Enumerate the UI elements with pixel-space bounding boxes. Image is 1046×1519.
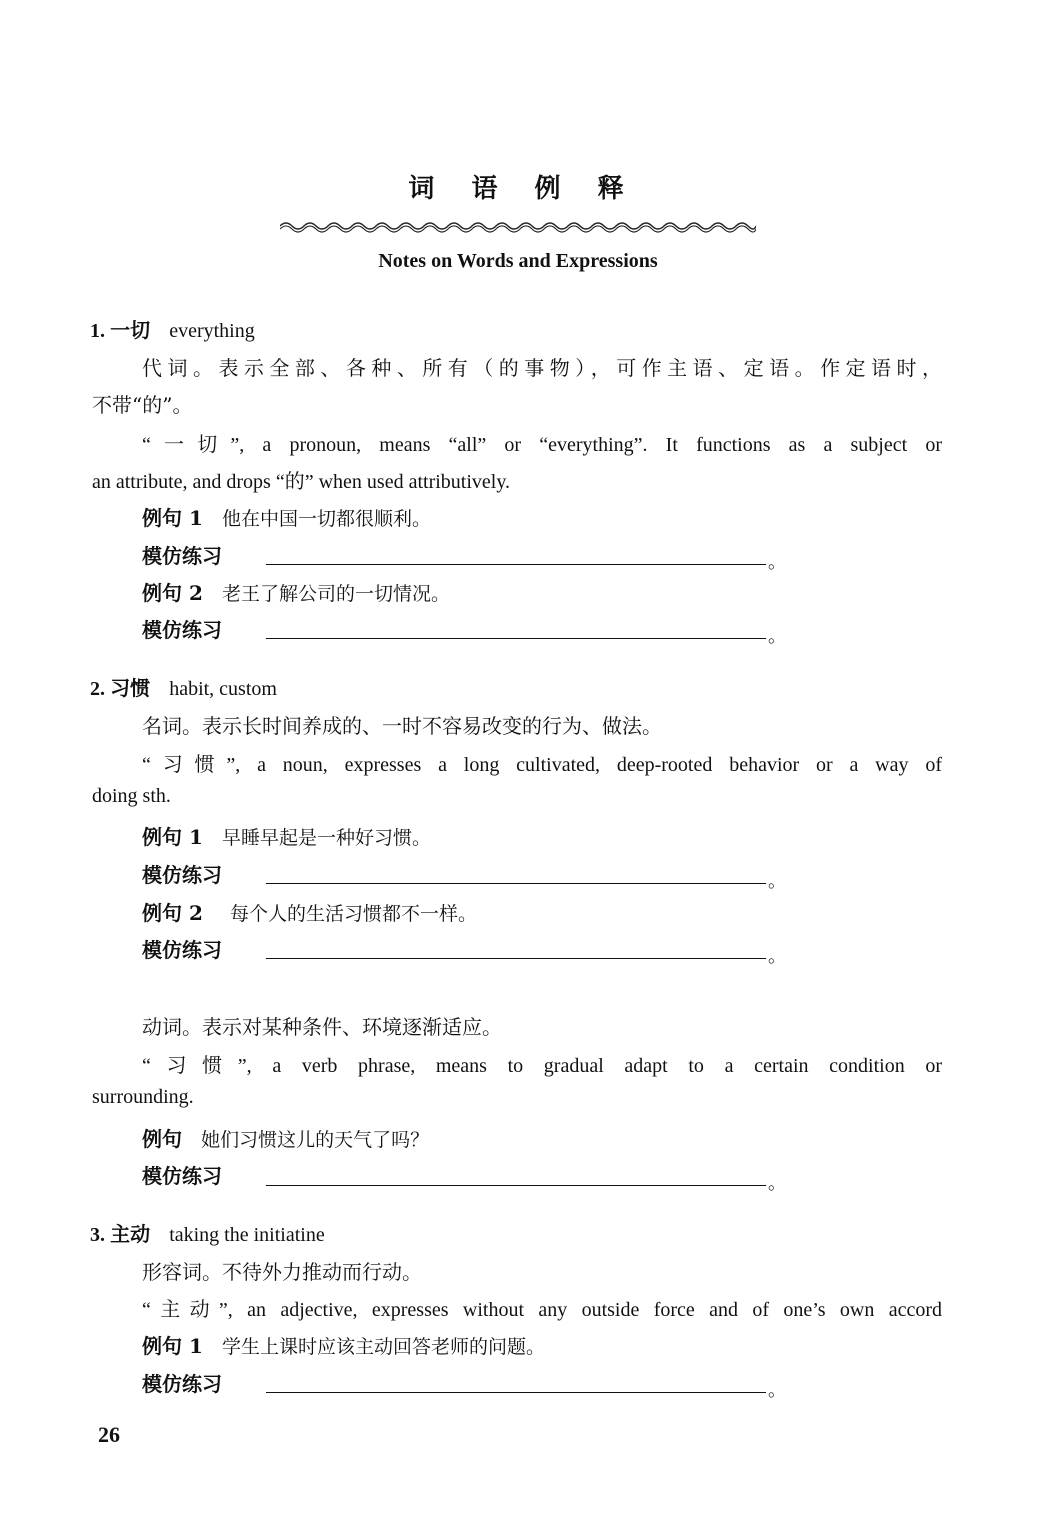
entry-gloss: everything (169, 320, 255, 342)
period: 。 (768, 1380, 786, 1401)
example-text: 她们习惯这儿的天气了吗？ (201, 1129, 430, 1151)
example-sentence (142, 1123, 429, 1152)
example-text: 老王了解公司的一切情况。 (221, 583, 450, 605)
practice-blank[interactable] (266, 883, 766, 884)
entry-zh-definition: 代词。表示全部、各种、所有（的事物），可作主语、定语。作定语时， (142, 356, 942, 380)
entry-number: 2. (90, 678, 105, 700)
practice-blank[interactable] (266, 564, 766, 565)
entry-zh-definition-cont: 不带“的”。 (92, 393, 193, 417)
example-label: 例句 1 (142, 1334, 203, 1358)
practice-blank[interactable] (266, 1392, 766, 1393)
entry-en-definition-cont: an attribute, and drops “的” when used attributively. (92, 471, 511, 493)
example-label: 例句 (142, 1127, 182, 1151)
example-text: 学生上课时应该主动回答老师的问题。 (221, 1336, 545, 1358)
period: 。 (768, 871, 786, 892)
example-sentence (142, 897, 477, 926)
example-sentence (142, 577, 450, 606)
period: 。 (768, 946, 786, 967)
entry-en-definition: “习惯”, a noun, expresses a long cultivated, deep-rooted behavior or a way of (142, 754, 942, 776)
example-label: 例句 2 (142, 581, 203, 605)
entry-number: 3. (90, 1224, 105, 1246)
practice-label: 模仿练习 (142, 938, 222, 962)
example-sentence (142, 821, 431, 850)
verb-en-definition: “习惯”, a verb phrase, means to gradual adapt to a certain condition or (142, 1055, 942, 1077)
entry-heading (90, 1218, 325, 1247)
period: 。 (768, 1173, 786, 1194)
example-text: 每个人的生活习惯都不一样。 (229, 903, 477, 925)
entry-zh-definition: 形容词。不待外力推动而行动。 (142, 1260, 422, 1284)
practice-label: 模仿练习 (142, 618, 222, 642)
entry-gloss: habit, custom (169, 678, 277, 700)
page-number: 26 (98, 1422, 120, 1447)
entry-word: 主动 (110, 1222, 151, 1246)
entry-en-definition: “主动”, an adjective, expresses without any outside force and of one’s own accord (142, 1299, 942, 1321)
entry-word: 一切 (110, 318, 151, 342)
period: 。 (768, 626, 786, 647)
entry-zh-definition: 名词。表示长时间养成的、一时不容易改变的行为、做法。 (142, 714, 662, 738)
entry-word: 习惯 (110, 676, 151, 700)
example-text: 他在中国一切都很顺利。 (221, 508, 431, 530)
practice-label: 模仿练习 (142, 544, 222, 568)
verb-zh-definition: 动词。表示对某种条件、环境逐渐适应。 (142, 1015, 502, 1039)
section-subtitle: Notes on Words and Expressions (378, 250, 658, 272)
practice-blank[interactable] (266, 638, 766, 639)
example-label: 例句 1 (142, 825, 203, 849)
practice-label: 模仿练习 (142, 863, 222, 887)
entry-en-definition: “一切”, a pronoun, means “all” or “everything”. It functions as a subject or (142, 434, 942, 456)
section-title: 词 语 例 释 (408, 174, 638, 204)
practice-label: 模仿练习 (142, 1372, 222, 1396)
example-label: 例句 1 (142, 506, 203, 530)
entry-number: 1. (90, 320, 105, 342)
entry-heading (90, 672, 277, 701)
example-sentence (142, 502, 431, 531)
practice-blank[interactable] (266, 1185, 766, 1186)
practice-blank[interactable] (266, 958, 766, 959)
practice-label: 模仿练习 (142, 1164, 222, 1188)
wavy-divider (280, 218, 756, 234)
entry-en-definition-cont: doing sth. (92, 785, 171, 807)
example-label: 例句 2 (142, 901, 203, 925)
entry-heading (90, 314, 255, 343)
example-sentence (142, 1330, 545, 1359)
verb-en-definition-cont: surrounding. (92, 1086, 194, 1108)
example-text: 早睡早起是一种好习惯。 (221, 827, 431, 849)
entry-gloss: taking the initiatine (169, 1224, 325, 1246)
period: 。 (768, 552, 786, 573)
